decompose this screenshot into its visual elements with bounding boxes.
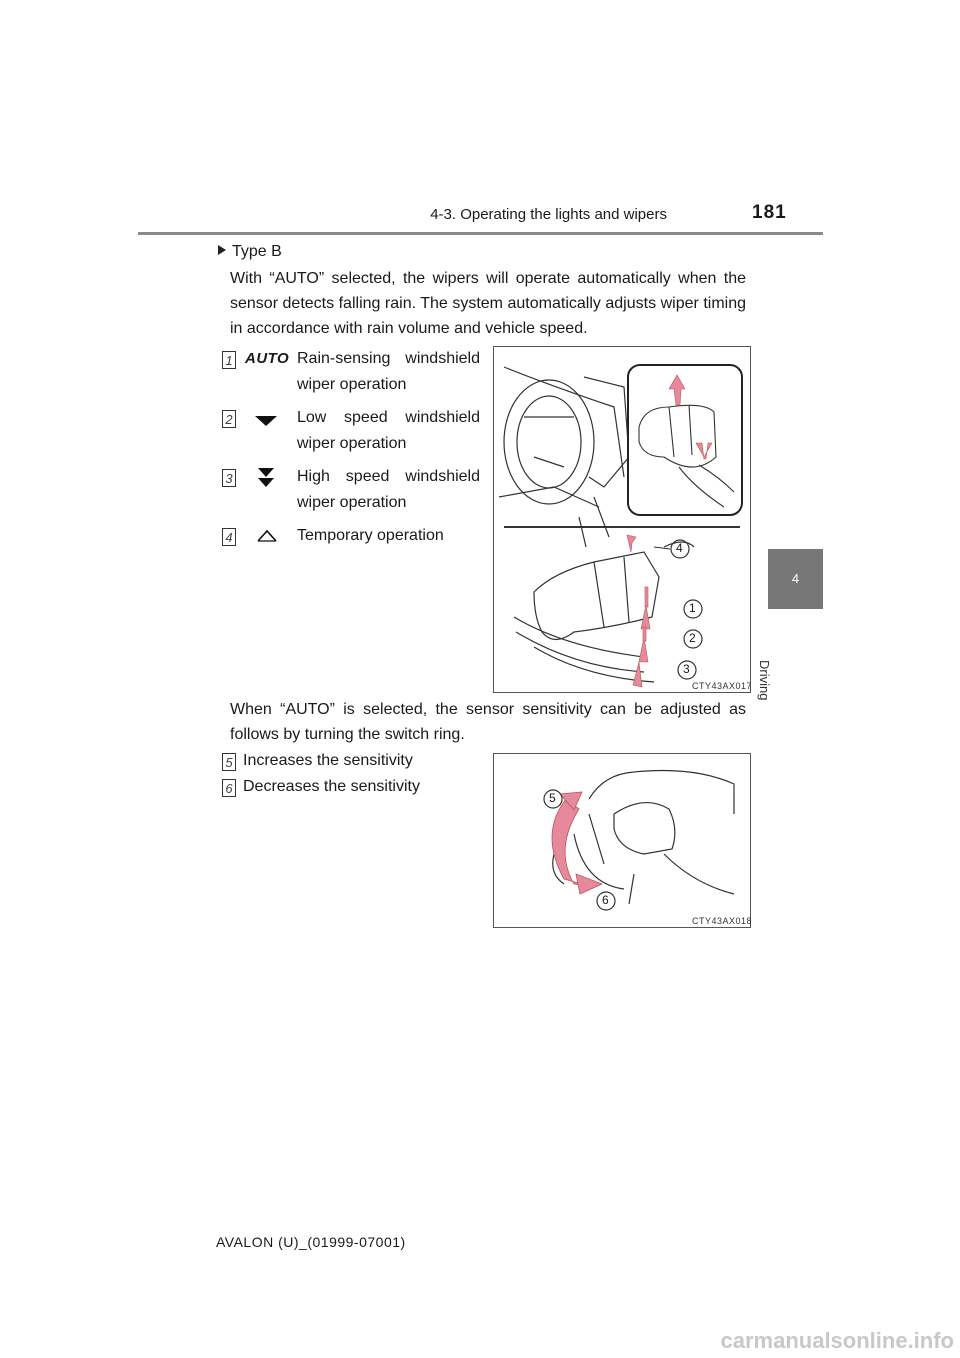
increase-sensitivity-text: Increases the sensitivity — [243, 752, 413, 769]
wiper-lever-illustration — [494, 347, 753, 692]
up-chevron-icon — [256, 529, 278, 543]
decrease-sensitivity-text: Decreases the sensitivity — [243, 778, 420, 795]
chapter-label: Driving — [757, 660, 772, 701]
switch-ring-illustration — [494, 754, 753, 927]
type-heading-text: Type B — [232, 243, 282, 260]
switch-ring-figure — [493, 753, 751, 928]
item-2-line1: Low speed windshield — [297, 409, 480, 426]
section-title: 4-3. Operating the lights and wipers — [430, 206, 667, 223]
triangle-bullet-icon — [218, 245, 226, 255]
wiper-lever-figure — [493, 346, 751, 693]
chapter-number: 4 — [791, 571, 800, 586]
item-number-2: 2 — [222, 410, 236, 428]
item-2-line2: wiper operation — [297, 435, 407, 452]
fig1-callout-4: 4 — [676, 541, 683, 555]
intro-paragraph: With “AUTO” selected, the wipers will operate automatically when the sensor detects falling rain. The system automatically adjusts wiper timing in accordance with rain volume and vehicle speed. — [230, 270, 746, 337]
page-number: 181 — [752, 202, 787, 223]
fig1-callout-1: 1 — [689, 601, 696, 615]
fig1-callout-3: 3 — [683, 662, 690, 676]
chapter-tab[interactable] — [768, 549, 823, 609]
item-3-line2: wiper operation — [297, 494, 407, 511]
auto-icon: AUTO — [245, 350, 290, 367]
item-number-1: 1 — [222, 351, 236, 369]
item-number-6: 6 — [222, 779, 236, 797]
item-3-line1: High speed windshield — [297, 468, 480, 485]
fig2-callout-5: 5 — [549, 791, 556, 805]
item-number-4: 4 — [222, 528, 236, 546]
item-4-line1: Temporary operation — [297, 527, 444, 544]
watermark: carmanualsonline.info — [720, 1328, 954, 1353]
chapter-label-wrap — [757, 612, 823, 701]
item-number-3: 3 — [222, 469, 236, 487]
fig1-callout-2: 2 — [689, 631, 696, 645]
figure2-code: CTY43AX018 — [692, 916, 753, 926]
sensitivity-paragraph: When “AUTO” is selected, the sensor sensitivity can be adjusted as follows by turning the switch ring. — [230, 701, 746, 743]
type-heading — [212, 243, 282, 261]
item-1-line1: Rain-sensing windshield — [297, 350, 480, 367]
fig1-callout-circles — [671, 540, 702, 679]
item-1-line2: wiper operation — [297, 376, 407, 393]
double-down-arrow-icon — [257, 467, 275, 489]
single-down-arrow-icon — [254, 415, 278, 427]
fig2-callout-6: 6 — [602, 893, 609, 907]
item-number-5: 5 — [222, 753, 236, 771]
header-divider — [138, 232, 823, 235]
footer-model-code: AVALON (U)_(01999-07001) — [216, 1234, 406, 1250]
figure1-code: CTY43AX017 — [692, 681, 753, 691]
